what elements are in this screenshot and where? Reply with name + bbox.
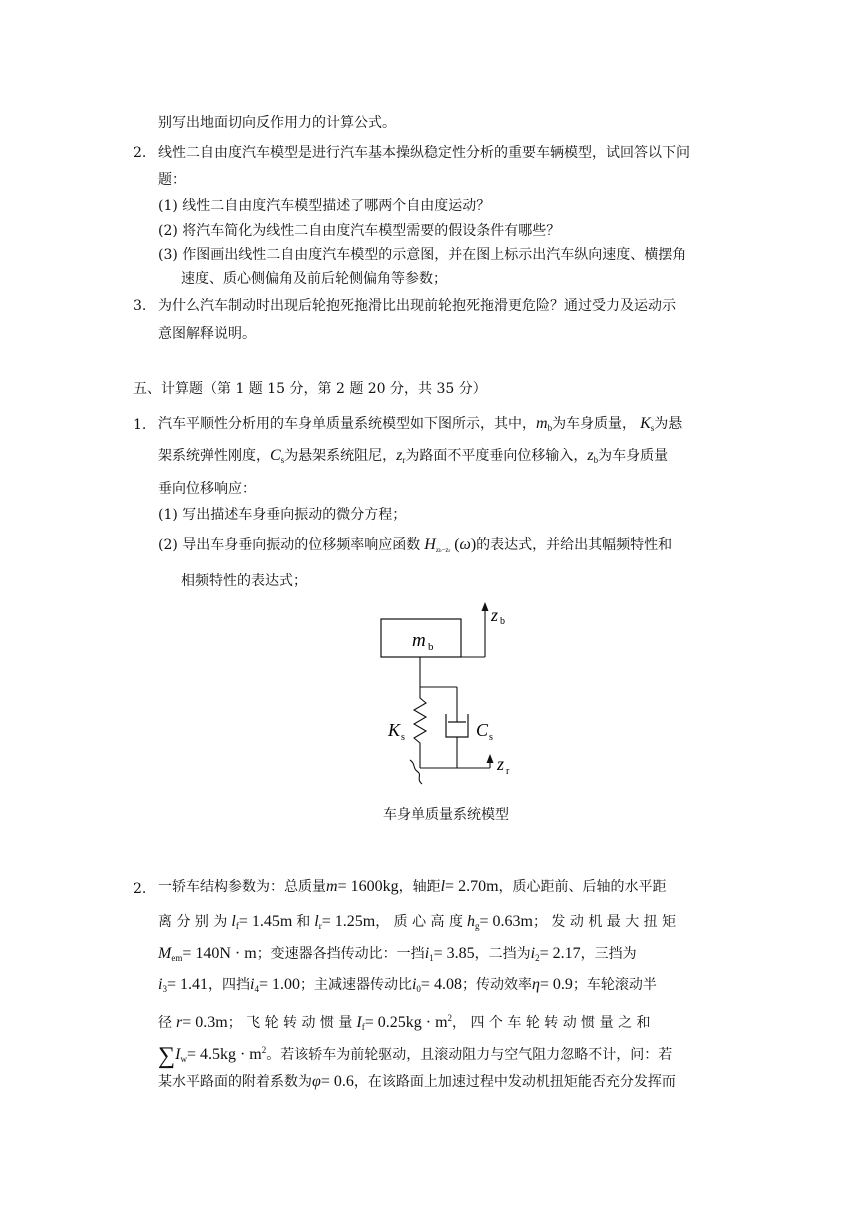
damper-subscript: s [489, 732, 493, 743]
question-text: 题： [158, 172, 186, 188]
sub-question: (3) 作图画出线性二自由度汽车模型的示意图，并在图上标示出汽车纵向速度、横摆角 [158, 247, 687, 263]
question-number: 2. [133, 881, 147, 897]
zr-subscript: r [506, 766, 510, 777]
mass-label: m [412, 630, 426, 651]
sub-question: (2) 导出车身垂向振动的位移频率响应函数 $H_{zb-zr}$ (ω)的表达式，并给出其幅频特性和 [158, 536, 673, 554]
question-number: 3. [133, 298, 147, 314]
question-text: 垂向位移响应： [158, 481, 256, 497]
spring-label: K [388, 720, 401, 740]
question-text: 为什么汽车制动时出现后轮抱死拖滑比出现前轮抱死拖滑更危险？通过受力及运动示 [158, 298, 676, 314]
question-text: $\sum I_w= 4.5kg \cdot m^2$。若该轿车为前轮驱动，且滚动阻力与空气阻力忽略不计，问：若 [158, 1043, 673, 1069]
sub-question: (1) 写出描述车身垂向振动的微分方程； [158, 507, 407, 523]
question-text: 一轿车结构参数为：总质量m= 1600kg，轴距l= 2.70m，质心距前、后轴的水平距 [158, 878, 667, 895]
question-number: 1. [133, 417, 147, 433]
zr-arrow-icon [487, 754, 494, 763]
question-text: $M_{em}= 140N \cdot m$；变速器各挡传动比：一挡$i_1= 3.85$，二挡为$i_2= 2.17$，三挡为 [158, 945, 637, 963]
question-text: 某水平路面的附着系数为φ= 0.6，在该路面上加速过程中发动机扭矩能否充分发挥而 [158, 1073, 676, 1090]
damper-label: C [476, 720, 489, 740]
spring-subscript: s [401, 732, 405, 743]
question-text: 架系统弹性刚度，$C_s$为悬架系统阻尼，$z_r$为路面不平度垂向位移输入，$z_b$为车身质量 [158, 447, 669, 465]
question-text: 线性二自由度汽车模型是进行汽车基本操纵稳定性分析的重要车辆模型，试回答以下问 [158, 145, 690, 161]
sub-question-cont: 相频特性的表达式； [181, 573, 307, 589]
zb-label: z [491, 605, 499, 625]
sub-question-cont: 速度、质心侧偏角及前后轮侧偏角等参数； [181, 271, 447, 287]
question-text: $i_3= 1.41$，四挡$i_4= 1.00$；主减速器传动比$i_0= 4.08$；传动效率η= 0.9；车轮滚动半 [158, 976, 657, 994]
zb-arrow-icon [482, 602, 489, 611]
zr-label: z [497, 754, 505, 774]
section-heading: 五、计算题（第 1 题 15 分，第 2 题 20 分，共 35 分） [133, 381, 487, 397]
question-text: 汽车平顺性分析用的车身单质量系统模型如下图所示，其中，$m_b$为车身质量， $K_s$为悬 [158, 415, 683, 433]
zb-subscript: b [500, 616, 505, 627]
question-text: 径 r= 0.3m； 飞 轮 转 动 惯 量 $I_f= 0.25kg \cdot m^2$， 四 个 车 轮 转 动 惯 量 之 和 [158, 1013, 651, 1032]
mass-subscript: b [428, 641, 434, 653]
figure-caption: 车身单质量系统模型 [383, 807, 509, 823]
sub-question: (1) 线性二自由度汽车模型描述了哪两个自由度运动？ [158, 198, 491, 214]
question-number: 2. [133, 145, 147, 161]
spring-icon [414, 687, 426, 768]
question-text: 意图解释说明。 [158, 326, 256, 342]
paragraph-continuation: 别写出地面切向反作用力的计算公式。 [158, 115, 396, 131]
single-mass-model-diagram [370, 596, 540, 796]
question-text: 离 分 别 为 $l_f= 1.45m$ 和 $l_r= 1.25m$， 质 心 高 度 $h_g= 0.63m$； 发 动 机 最 大 扭 矩 [158, 913, 677, 931]
sub-question: (2) 将汽车简化为线性二自由度汽车模型需要的假设条件有哪些？ [158, 223, 561, 239]
